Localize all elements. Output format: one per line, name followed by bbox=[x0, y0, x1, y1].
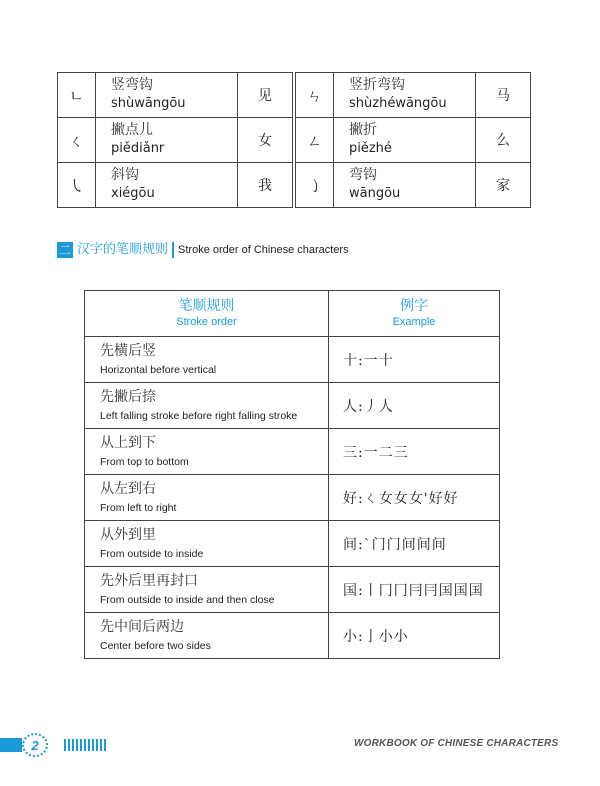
stroke-name: 撇点儿 bbox=[111, 122, 153, 138]
stroke-row bbox=[58, 163, 292, 207]
rule-en: Left falling stroke before right falling stroke bbox=[100, 410, 298, 422]
rule-cn: 先中间后两边 bbox=[100, 619, 184, 635]
header-example-en: Example bbox=[392, 316, 436, 328]
strokes-table bbox=[57, 72, 531, 208]
page-footer bbox=[0, 733, 600, 757]
stroke-row bbox=[296, 118, 530, 163]
column-header-example bbox=[329, 291, 499, 336]
column-header-rule bbox=[85, 291, 329, 336]
stroke-symbol: ㇁ bbox=[296, 163, 334, 207]
table-row bbox=[85, 567, 499, 613]
rule-en: Horizontal before vertical bbox=[100, 364, 217, 376]
rule-example: 国:丨冂冂冃冃国国国 bbox=[343, 582, 484, 599]
rule-cn: 从左到右 bbox=[100, 481, 156, 497]
strokes-table-right bbox=[295, 72, 531, 208]
footer-accent-bar bbox=[0, 738, 22, 752]
rule-cn: 从外到里 bbox=[100, 527, 156, 543]
stroke-symbol: ㄥ bbox=[296, 118, 334, 162]
stroke-name: 撇折 bbox=[349, 122, 377, 138]
stroke-name: 竖折弯钩 bbox=[349, 77, 405, 93]
stroke-example: 家 bbox=[496, 178, 510, 194]
stroke-row bbox=[296, 163, 530, 207]
footer-decoration-ticks bbox=[64, 739, 106, 751]
rule-example: 人:丿人 bbox=[343, 398, 394, 415]
page-number: 2 bbox=[22, 733, 48, 757]
section-title-en: Stroke order of Chinese characters bbox=[178, 244, 349, 256]
stroke-symbol: ㄴ bbox=[58, 73, 96, 117]
section-number-badge: 二 bbox=[58, 243, 71, 257]
table-row bbox=[85, 521, 499, 567]
stroke-symbol: ㄑ bbox=[58, 118, 96, 162]
rule-cn: 从上到下 bbox=[100, 435, 156, 451]
table-row bbox=[85, 337, 499, 383]
table-row bbox=[85, 429, 499, 475]
stroke-symbol: ㄣ bbox=[296, 73, 334, 117]
rule-example: 间:`门门间间间 bbox=[343, 536, 447, 553]
stroke-example: 见 bbox=[258, 88, 272, 104]
book-title: WORKBOOK OF CHINESE CHARACTERS bbox=[354, 738, 559, 749]
stroke-example: 么 bbox=[496, 133, 510, 149]
rule-example: 三:一二三 bbox=[343, 444, 409, 461]
stroke-pinyin: shùwāngōu bbox=[111, 96, 186, 111]
stroke-row bbox=[296, 73, 530, 118]
rule-example: 十:一十 bbox=[343, 352, 394, 369]
table-row bbox=[85, 613, 499, 658]
rule-cn: 先撇后捺 bbox=[100, 389, 156, 405]
stroke-example: 我 bbox=[258, 178, 272, 194]
stroke-pinyin: shùzhéwāngōu bbox=[349, 96, 447, 111]
header-rule-en: Stroke order bbox=[176, 316, 237, 328]
stroke-example: 马 bbox=[496, 88, 510, 104]
stroke-pinyin: wāngōu bbox=[349, 186, 401, 201]
rule-en: From outside to inside and then close bbox=[100, 594, 275, 606]
stroke-pinyin: piědiǎnr bbox=[111, 141, 165, 156]
rule-en: From outside to inside bbox=[100, 548, 204, 560]
rule-cn: 先外后里再封口 bbox=[100, 573, 198, 589]
stroke-pinyin: xiégōu bbox=[111, 186, 155, 201]
stroke-name: 弯钩 bbox=[349, 167, 377, 183]
table-row bbox=[85, 475, 499, 521]
stroke-pinyin: piězhé bbox=[349, 141, 392, 156]
header-rule-cn: 笔顺规则 bbox=[178, 298, 235, 314]
section-title-cn: 汉字的笔顺规则 bbox=[77, 242, 174, 258]
stroke-name: 竖弯钩 bbox=[111, 77, 153, 93]
stroke-example: 女 bbox=[258, 133, 272, 149]
rule-en: Center before two sides bbox=[100, 640, 211, 652]
strokes-table-left bbox=[57, 72, 293, 208]
rule-cn: 先横后竖 bbox=[100, 343, 156, 359]
section-header bbox=[57, 241, 349, 259]
stroke-row bbox=[58, 118, 292, 163]
rule-example: 小:亅小小 bbox=[343, 628, 409, 645]
stroke-symbol: ㇂ bbox=[58, 163, 96, 207]
table-header-row bbox=[85, 291, 499, 337]
rule-en: From left to right bbox=[100, 502, 177, 514]
header-example-cn: 例字 bbox=[400, 298, 428, 314]
stroke-name: 斜钩 bbox=[111, 167, 139, 183]
table-row bbox=[85, 383, 499, 429]
stroke-row bbox=[58, 73, 292, 118]
rule-example: 好:ㄑ女女女'好好 bbox=[343, 490, 459, 507]
rule-en: From top to bottom bbox=[100, 456, 189, 468]
stroke-order-rules-table bbox=[84, 290, 500, 659]
